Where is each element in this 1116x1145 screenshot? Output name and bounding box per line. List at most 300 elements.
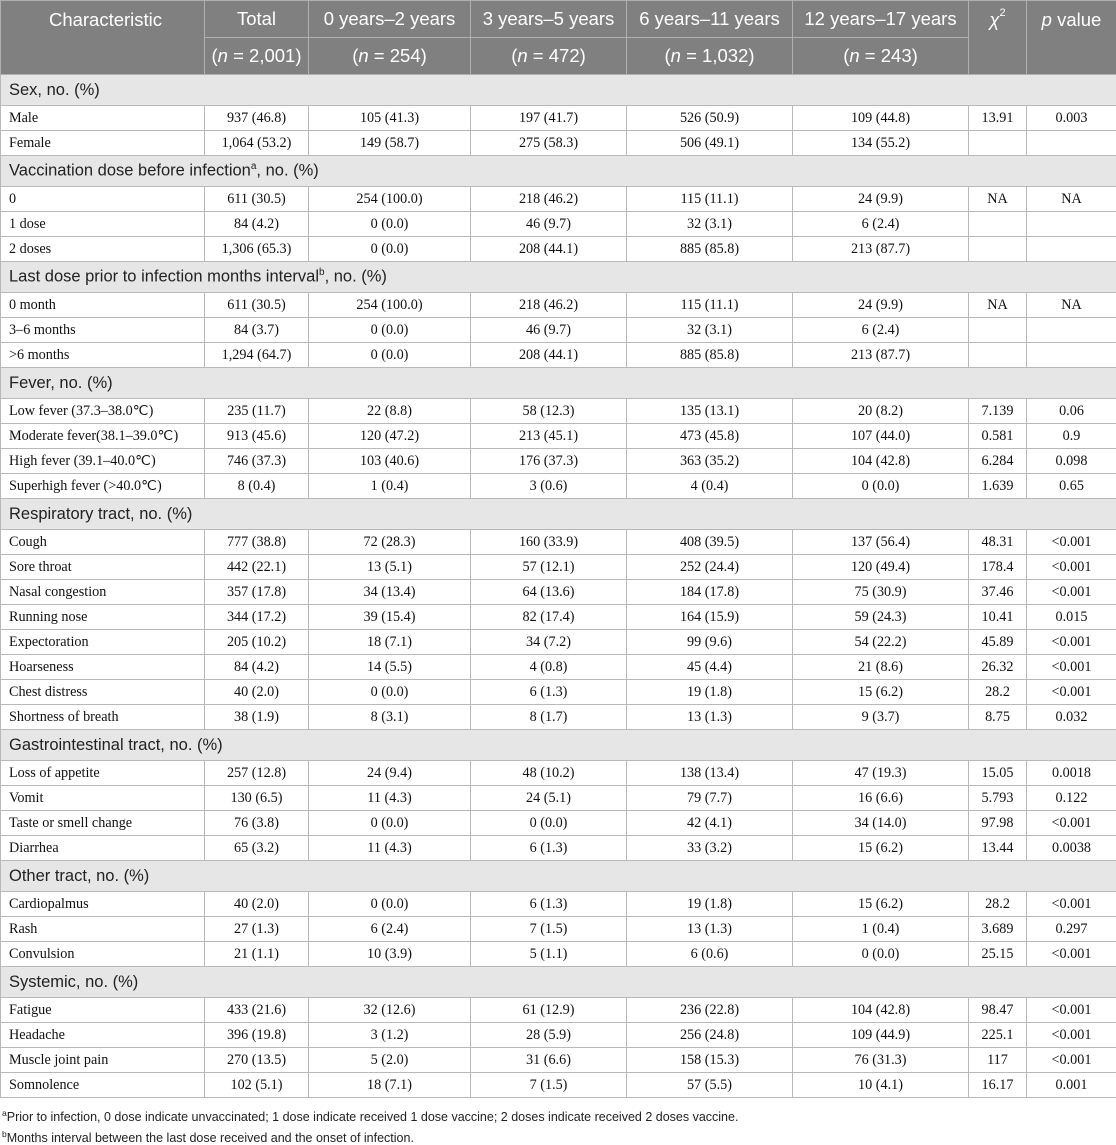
characteristic-cell: 1 dose — [1, 212, 205, 237]
total-cell: 344 (17.2) — [205, 605, 309, 630]
table-row — [1, 998, 1116, 1023]
total-cell: 8 (0.4) — [205, 474, 309, 499]
age-6-11-cell: 19 (1.8) — [627, 680, 793, 705]
p-value-cell: <0.001 — [1027, 892, 1116, 917]
table-row — [1, 555, 1116, 580]
characteristic-cell: >6 months — [1, 343, 205, 368]
age-0-2-cell: 149 (58.7) — [309, 131, 471, 156]
age-0-2-cell: 11 (4.3) — [309, 836, 471, 861]
table-row — [1, 1023, 1116, 1048]
age-12-17-cell: 47 (19.3) — [793, 761, 969, 786]
age-0-2-cell: 6 (2.4) — [309, 917, 471, 942]
header-n-age-6-11: (n = 1,032) — [627, 38, 793, 75]
age-12-17-cell: 76 (31.3) — [793, 1048, 969, 1073]
age-0-2-cell: 34 (13.4) — [309, 580, 471, 605]
p-value-cell: 0.65 — [1027, 474, 1116, 499]
age-3-5-cell: 34 (7.2) — [471, 630, 627, 655]
table-header — [1, 1, 1116, 75]
chi-square-cell: 97.98 — [969, 811, 1027, 836]
header-age-6-11: 6 years–11 years — [627, 1, 793, 38]
p-value-cell — [1027, 212, 1116, 237]
section-title-text: Respiratory tract, no. (%) — [9, 505, 192, 523]
characteristic-cell: Cough — [1, 530, 205, 555]
chi-square-cell: 28.2 — [969, 892, 1027, 917]
age-0-2-cell: 3 (1.2) — [309, 1023, 471, 1048]
section-header-row — [1, 499, 1116, 530]
section-title — [1, 262, 1116, 293]
age-3-5-cell: 82 (17.4) — [471, 605, 627, 630]
total-cell: 442 (22.1) — [205, 555, 309, 580]
p-value-cell: 0.9 — [1027, 424, 1116, 449]
age-3-5-cell: 208 (44.1) — [471, 343, 627, 368]
age-12-17-cell: 20 (8.2) — [793, 399, 969, 424]
age-6-11-cell: 885 (85.8) — [627, 343, 793, 368]
age-12-17-cell: 15 (6.2) — [793, 836, 969, 861]
p-value-cell: 0.098 — [1027, 449, 1116, 474]
characteristic-cell: Expectoration — [1, 630, 205, 655]
footnote-a — [2, 1108, 738, 1124]
table-row — [1, 237, 1116, 262]
footnote-b-text: Months interval between the last dose received and the onset of infection. — [7, 1131, 414, 1145]
total-cell: 746 (37.3) — [205, 449, 309, 474]
age-3-5-cell: 213 (45.1) — [471, 424, 627, 449]
p-value-cell: 0.06 — [1027, 399, 1116, 424]
table-row — [1, 530, 1116, 555]
age-3-5-cell: 28 (5.9) — [471, 1023, 627, 1048]
footnote-a-text: Prior to infection, 0 dose indicate unvaccinated; 1 dose indicate received 1 dose vaccine; 2 doses indicate received 2 doses vaccine. — [7, 1110, 739, 1124]
chi-square-cell: 8.75 — [969, 705, 1027, 730]
age-12-17-cell: 15 (6.2) — [793, 892, 969, 917]
p-value-cell: 0.297 — [1027, 917, 1116, 942]
section-header-row — [1, 730, 1116, 761]
footnote-b — [2, 1129, 414, 1145]
p-value-cell: <0.001 — [1027, 1048, 1116, 1073]
p-value-cell: <0.001 — [1027, 530, 1116, 555]
age-12-17-cell: 213 (87.7) — [793, 343, 969, 368]
age-6-11-cell: 4 (0.4) — [627, 474, 793, 499]
table-row — [1, 293, 1116, 318]
total-cell: 76 (3.8) — [205, 811, 309, 836]
table-row — [1, 106, 1116, 131]
age-0-2-cell: 14 (5.5) — [309, 655, 471, 680]
characteristic-cell: Rash — [1, 917, 205, 942]
table-row — [1, 892, 1116, 917]
table-row — [1, 942, 1116, 967]
characteristic-cell: 0 — [1, 187, 205, 212]
age-0-2-cell: 39 (15.4) — [309, 605, 471, 630]
section-header-row — [1, 75, 1116, 106]
n-age-3-5-value: 472 — [549, 45, 580, 66]
total-cell: 40 (2.0) — [205, 680, 309, 705]
age-12-17-cell: 24 (9.9) — [793, 293, 969, 318]
age-6-11-cell: 135 (13.1) — [627, 399, 793, 424]
header-p-value — [1027, 1, 1116, 75]
section-header-row — [1, 368, 1116, 399]
age-0-2-cell: 8 (3.1) — [309, 705, 471, 730]
age-0-2-cell: 105 (41.3) — [309, 106, 471, 131]
age-6-11-cell: 32 (3.1) — [627, 318, 793, 343]
age-0-2-cell: 22 (8.8) — [309, 399, 471, 424]
age-12-17-cell: 120 (49.4) — [793, 555, 969, 580]
table-row — [1, 630, 1116, 655]
total-cell: 205 (10.2) — [205, 630, 309, 655]
chi-square-cell: 7.139 — [969, 399, 1027, 424]
chi-square-cell — [969, 318, 1027, 343]
characteristic-cell: Fatigue — [1, 998, 205, 1023]
age-6-11-cell: 33 (3.2) — [627, 836, 793, 861]
total-cell: 235 (11.7) — [205, 399, 309, 424]
age-3-5-cell: 57 (12.1) — [471, 555, 627, 580]
age-12-17-cell: 75 (30.9) — [793, 580, 969, 605]
table-row — [1, 343, 1116, 368]
age-0-2-cell: 0 (0.0) — [309, 318, 471, 343]
p-value-cell — [1027, 237, 1116, 262]
total-cell: 21 (1.1) — [205, 942, 309, 967]
p-value-cell — [1027, 318, 1116, 343]
header-characteristic: Characteristic — [1, 1, 205, 75]
chi-square-cell: 37.46 — [969, 580, 1027, 605]
characteristic-cell: Diarrhea — [1, 836, 205, 861]
total-cell: 65 (3.2) — [205, 836, 309, 861]
section-title-footnote-mark: b — [319, 267, 325, 278]
age-0-2-cell: 0 (0.0) — [309, 892, 471, 917]
age-6-11-cell: 473 (45.8) — [627, 424, 793, 449]
total-cell: 1,064 (53.2) — [205, 131, 309, 156]
chi-square-cell: 225.1 — [969, 1023, 1027, 1048]
age-3-5-cell: 46 (9.7) — [471, 318, 627, 343]
chi-square-cell — [969, 212, 1027, 237]
section-title-footnote-mark: a — [251, 161, 257, 172]
characteristic-cell: Superhigh fever (>40.0℃) — [1, 474, 205, 499]
chi-square-cell: 0.581 — [969, 424, 1027, 449]
total-cell: 27 (1.3) — [205, 917, 309, 942]
table-row — [1, 917, 1116, 942]
section-title-suffix: , no. (%) — [325, 268, 387, 286]
table-row — [1, 605, 1116, 630]
characteristic-cell: Shortness of breath — [1, 705, 205, 730]
section-header-row — [1, 967, 1116, 998]
age-12-17-cell: 109 (44.8) — [793, 106, 969, 131]
age-12-17-cell: 1 (0.4) — [793, 917, 969, 942]
age-6-11-cell: 164 (15.9) — [627, 605, 793, 630]
age-12-17-cell: 10 (4.1) — [793, 1073, 969, 1098]
total-cell: 433 (21.6) — [205, 998, 309, 1023]
chi-symbol: χ — [989, 9, 999, 30]
chi-superscript: 2 — [999, 7, 1005, 19]
table-row — [1, 705, 1116, 730]
p-value-cell: <0.001 — [1027, 555, 1116, 580]
header-n-age-0-2: (n = 254) — [309, 38, 471, 75]
chi-square-cell: 28.2 — [969, 680, 1027, 705]
characteristic-cell: Loss of appetite — [1, 761, 205, 786]
chi-square-cell: NA — [969, 187, 1027, 212]
age-3-5-cell: 0 (0.0) — [471, 811, 627, 836]
table-row — [1, 424, 1116, 449]
p-value-cell: <0.001 — [1027, 630, 1116, 655]
section-title — [1, 156, 1116, 187]
age-0-2-cell: 0 (0.0) — [309, 212, 471, 237]
total-cell: 40 (2.0) — [205, 892, 309, 917]
chi-square-cell: 6.284 — [969, 449, 1027, 474]
chi-square-cell: 5.793 — [969, 786, 1027, 811]
table-row — [1, 836, 1116, 861]
characteristic-cell: Hoarseness — [1, 655, 205, 680]
total-cell: 611 (30.5) — [205, 293, 309, 318]
age-3-5-cell: 31 (6.6) — [471, 1048, 627, 1073]
table-row — [1, 811, 1116, 836]
p-italic: p — [1042, 9, 1052, 30]
p-value-cell: 0.0018 — [1027, 761, 1116, 786]
section-title-text: Sex, no. (%) — [9, 81, 100, 99]
total-cell: 257 (12.8) — [205, 761, 309, 786]
p-value-cell: 0.003 — [1027, 106, 1116, 131]
total-cell: 937 (46.8) — [205, 106, 309, 131]
p-value-cell: NA — [1027, 293, 1116, 318]
age-6-11-cell: 885 (85.8) — [627, 237, 793, 262]
total-cell: 611 (30.5) — [205, 187, 309, 212]
table-row — [1, 786, 1116, 811]
header-n-total: (n = 2,001) — [205, 38, 309, 75]
age-12-17-cell: 59 (24.3) — [793, 605, 969, 630]
p-value-label: value — [1052, 9, 1101, 30]
age-6-11-cell: 506 (49.1) — [627, 131, 793, 156]
age-3-5-cell: 176 (37.3) — [471, 449, 627, 474]
age-3-5-cell: 48 (10.2) — [471, 761, 627, 786]
age-12-17-cell: 0 (0.0) — [793, 942, 969, 967]
header-chi-square — [969, 1, 1027, 75]
age-12-17-cell: 54 (22.2) — [793, 630, 969, 655]
characteristic-cell: Low fever (37.3–38.0℃) — [1, 399, 205, 424]
age-6-11-cell: 57 (5.5) — [627, 1073, 793, 1098]
p-value-cell: 0.0038 — [1027, 836, 1116, 861]
section-header-row — [1, 861, 1116, 892]
n-age-0-2-value: 254 — [390, 45, 421, 66]
chi-square-cell: 45.89 — [969, 630, 1027, 655]
header-age-3-5: 3 years–5 years — [471, 1, 627, 38]
age-12-17-cell: 213 (87.7) — [793, 237, 969, 262]
age-0-2-cell: 0 (0.0) — [309, 811, 471, 836]
total-cell: 38 (1.9) — [205, 705, 309, 730]
age-3-5-cell: 218 (46.2) — [471, 293, 627, 318]
section-title — [1, 967, 1116, 998]
p-value-cell: NA — [1027, 187, 1116, 212]
age-12-17-cell: 104 (42.8) — [793, 998, 969, 1023]
age-0-2-cell: 18 (7.1) — [309, 1073, 471, 1098]
age-6-11-cell: 45 (4.4) — [627, 655, 793, 680]
age-3-5-cell: 58 (12.3) — [471, 399, 627, 424]
total-cell: 1,294 (64.7) — [205, 343, 309, 368]
total-cell: 130 (6.5) — [205, 786, 309, 811]
age-3-5-cell: 8 (1.7) — [471, 705, 627, 730]
age-12-17-cell: 107 (44.0) — [793, 424, 969, 449]
section-title-text: Gastrointestinal tract, no. (%) — [9, 736, 223, 754]
characteristic-cell: Somnolence — [1, 1073, 205, 1098]
age-6-11-cell: 115 (11.1) — [627, 293, 793, 318]
chi-square-cell: 3.689 — [969, 917, 1027, 942]
section-title-text: Vaccination dose before infection — [9, 162, 251, 180]
n-age-6-11-value: 1,032 — [702, 45, 748, 66]
p-value-cell: 0.001 — [1027, 1073, 1116, 1098]
age-12-17-cell: 104 (42.8) — [793, 449, 969, 474]
age-12-17-cell: 109 (44.9) — [793, 1023, 969, 1048]
age-0-2-cell: 254 (100.0) — [309, 293, 471, 318]
age-3-5-cell: 6 (1.3) — [471, 680, 627, 705]
age-0-2-cell: 120 (47.2) — [309, 424, 471, 449]
total-cell: 84 (3.7) — [205, 318, 309, 343]
total-cell: 270 (13.5) — [205, 1048, 309, 1073]
characteristic-cell: High fever (39.1–40.0℃) — [1, 449, 205, 474]
section-title — [1, 861, 1116, 892]
n-age-12-17-value: 243 — [881, 45, 912, 66]
chi-square-cell: 13.91 — [969, 106, 1027, 131]
age-6-11-cell: 184 (17.8) — [627, 580, 793, 605]
table-row — [1, 474, 1116, 499]
characteristic-cell: Moderate fever(38.1–39.0℃) — [1, 424, 205, 449]
characteristic-cell: Male — [1, 106, 205, 131]
total-cell: 84 (4.2) — [205, 212, 309, 237]
age-3-5-cell: 197 (41.7) — [471, 106, 627, 131]
section-title — [1, 75, 1116, 106]
age-12-17-cell: 137 (56.4) — [793, 530, 969, 555]
age-0-2-cell: 5 (2.0) — [309, 1048, 471, 1073]
table-body — [1, 75, 1116, 1098]
p-value-cell: <0.001 — [1027, 942, 1116, 967]
header-age-0-2: 0 years–2 years — [309, 1, 471, 38]
age-6-11-cell: 526 (50.9) — [627, 106, 793, 131]
chi-square-cell: 10.41 — [969, 605, 1027, 630]
p-value-cell: <0.001 — [1027, 811, 1116, 836]
age-3-5-cell: 275 (58.3) — [471, 131, 627, 156]
age-12-17-cell: 0 (0.0) — [793, 474, 969, 499]
age-3-5-cell: 160 (33.9) — [471, 530, 627, 555]
total-cell: 84 (4.2) — [205, 655, 309, 680]
table-row — [1, 1073, 1116, 1098]
age-6-11-cell: 32 (3.1) — [627, 212, 793, 237]
footnote-b-mark: b — [2, 1129, 7, 1139]
age-3-5-cell: 4 (0.8) — [471, 655, 627, 680]
age-12-17-cell: 24 (9.9) — [793, 187, 969, 212]
p-value-cell: 0.122 — [1027, 786, 1116, 811]
total-cell: 396 (19.8) — [205, 1023, 309, 1048]
age-0-2-cell: 254 (100.0) — [309, 187, 471, 212]
age-6-11-cell: 19 (1.8) — [627, 892, 793, 917]
table-row — [1, 449, 1116, 474]
age-6-11-cell: 256 (24.8) — [627, 1023, 793, 1048]
section-title-text: Fever, no. (%) — [9, 374, 113, 392]
total-cell: 913 (45.6) — [205, 424, 309, 449]
total-cell: 357 (17.8) — [205, 580, 309, 605]
n-total-value: 2,001 — [249, 45, 295, 66]
section-title-text: Last dose prior to infection months interval — [9, 268, 319, 286]
total-cell: 102 (5.1) — [205, 1073, 309, 1098]
age-6-11-cell: 158 (15.3) — [627, 1048, 793, 1073]
p-value-cell: <0.001 — [1027, 655, 1116, 680]
section-header-row — [1, 156, 1116, 187]
age-3-5-cell: 6 (1.3) — [471, 836, 627, 861]
age-0-2-cell: 72 (28.3) — [309, 530, 471, 555]
age-6-11-cell: 252 (24.4) — [627, 555, 793, 580]
age-6-11-cell: 408 (39.5) — [627, 530, 793, 555]
age-6-11-cell: 115 (11.1) — [627, 187, 793, 212]
characteristic-cell: Vomit — [1, 786, 205, 811]
table-row — [1, 680, 1116, 705]
table-row — [1, 580, 1116, 605]
characteristic-cell: 3–6 months — [1, 318, 205, 343]
characteristic-cell: Cardiopalmus — [1, 892, 205, 917]
age-3-5-cell: 218 (46.2) — [471, 187, 627, 212]
header-n-age-12-17: (n = 243) — [793, 38, 969, 75]
age-12-17-cell: 134 (55.2) — [793, 131, 969, 156]
age-3-5-cell: 7 (1.5) — [471, 917, 627, 942]
total-cell: 777 (38.8) — [205, 530, 309, 555]
characteristic-cell: Female — [1, 131, 205, 156]
age-0-2-cell: 1 (0.4) — [309, 474, 471, 499]
characteristic-cell: Nasal congestion — [1, 580, 205, 605]
age-0-2-cell: 11 (4.3) — [309, 786, 471, 811]
table-row — [1, 187, 1116, 212]
p-value-cell: <0.001 — [1027, 998, 1116, 1023]
age-12-17-cell: 15 (6.2) — [793, 680, 969, 705]
chi-square-cell — [969, 343, 1027, 368]
age-3-5-cell: 5 (1.1) — [471, 942, 627, 967]
age-0-2-cell: 13 (5.1) — [309, 555, 471, 580]
section-title — [1, 499, 1116, 530]
age-6-11-cell: 236 (22.8) — [627, 998, 793, 1023]
age-0-2-cell: 0 (0.0) — [309, 237, 471, 262]
table-row — [1, 761, 1116, 786]
age-12-17-cell: 6 (2.4) — [793, 318, 969, 343]
age-6-11-cell: 13 (1.3) — [627, 917, 793, 942]
chi-square-cell: 26.32 — [969, 655, 1027, 680]
chi-square-cell — [969, 131, 1027, 156]
table-row — [1, 399, 1116, 424]
age-12-17-cell: 21 (8.6) — [793, 655, 969, 680]
age-3-5-cell: 64 (13.6) — [471, 580, 627, 605]
age-6-11-cell: 138 (13.4) — [627, 761, 793, 786]
chi-square-cell: 117 — [969, 1048, 1027, 1073]
footnote-a-mark: a — [2, 1108, 7, 1118]
age-0-2-cell: 32 (12.6) — [309, 998, 471, 1023]
chi-square-cell: 16.17 — [969, 1073, 1027, 1098]
chi-square-cell: 13.44 — [969, 836, 1027, 861]
age-3-5-cell: 24 (5.1) — [471, 786, 627, 811]
age-6-11-cell: 79 (7.7) — [627, 786, 793, 811]
age-12-17-cell: 6 (2.4) — [793, 212, 969, 237]
age-6-11-cell: 13 (1.3) — [627, 705, 793, 730]
table-row — [1, 1048, 1116, 1073]
total-cell: 1,306 (65.3) — [205, 237, 309, 262]
characteristic-cell: Taste or smell change — [1, 811, 205, 836]
characteristic-cell: Convulsion — [1, 942, 205, 967]
chi-square-cell: 48.31 — [969, 530, 1027, 555]
age-6-11-cell: 363 (35.2) — [627, 449, 793, 474]
chi-square-cell: NA — [969, 293, 1027, 318]
table-row — [1, 131, 1116, 156]
p-value-cell: 0.015 — [1027, 605, 1116, 630]
age-6-11-cell: 99 (9.6) — [627, 630, 793, 655]
chi-square-cell: 98.47 — [969, 998, 1027, 1023]
section-title-text: Other tract, no. (%) — [9, 867, 149, 885]
age-0-2-cell: 10 (3.9) — [309, 942, 471, 967]
characteristic-cell: Chest distress — [1, 680, 205, 705]
age-12-17-cell: 16 (6.6) — [793, 786, 969, 811]
p-value-cell: <0.001 — [1027, 580, 1116, 605]
table-row — [1, 655, 1116, 680]
age-3-5-cell: 3 (0.6) — [471, 474, 627, 499]
section-title-suffix: , no. (%) — [256, 162, 318, 180]
chi-square-cell: 1.639 — [969, 474, 1027, 499]
header-age-12-17: 12 years–17 years — [793, 1, 969, 38]
